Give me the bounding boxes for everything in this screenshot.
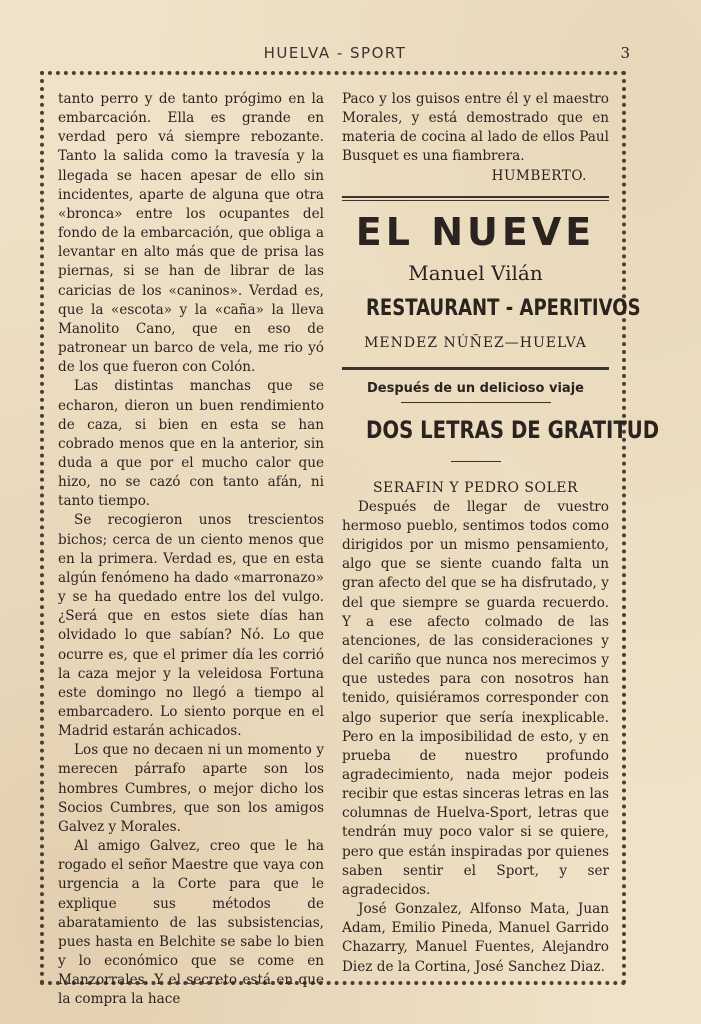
article-headline: DOS LETRAS DE GRATITUD (366, 415, 660, 444)
divider (451, 461, 501, 462)
paragraph: tanto perro y de tanto prógimo en la embarcación. Ella es grande en verdad pero vá siempre rebozante. Tanto la salida como la travesía y la llegada se hacen apesar de ello sin incidentes, aparte de alguna que otra «bronca» entre los ocupantes del fondo de la embarcación, que obliga a levantar en alto más que de prisa las piernas, si se han de librar de las caricias de los «caninos». Verdad es, que la «escota» y la «caña» la lleva Manolito Cano, que en eso de patronear un barco de vela, me rio yó de los que fueron con Colón. (58, 91, 324, 376)
page-header (40, 44, 630, 66)
advertisement (342, 209, 641, 353)
magazine-title: HUELVA - SPORT (263, 44, 407, 62)
author-signature: HUMBERTO. (491, 167, 587, 184)
ad-business-type: RESTAURANT - APERITIVOS (366, 295, 641, 321)
ad-restaurant-name: EL NUEVE (355, 209, 596, 254)
paragraph: Las distintas manchas que se echaron, dieron un buen rendimiento de caza, si bien en esta se han cobrado menos que en la anterior, sin duda a que por el mucho calor que hizo, no se cazó con tanto afán, ni tanto tiempo. (58, 378, 324, 510)
ad-owner-name: Manuel Vilán (408, 260, 543, 285)
page-number: 3 (620, 44, 630, 62)
divider (342, 367, 609, 370)
ad-address: MENDEZ NÚÑEZ—HUELVA (364, 334, 587, 351)
article-body: Después de llegar de vuestro hermoso pueblo, sentimos todos como dirigidos por un mismo pensamiento, algo que se siente cuando falta un gran afecto del que se ha disfrutado, y del que siempre se guarda recuerdo. Y a ese afecto colmado de las atenciones, de las consideraciones y del cariño que nunca nos merecimos y que ustedes para con nosotros han tenido, quisiéramos corresponder con algo superior que sería inexplicable. Pero en la imposibilidad de esto, y en prueba de nuestro profundo agradecimiento, nada mejor podeis recibir que estas sinceras letras en las columnas de Huelva-Sport, letras que tendrán muy poco valor si se quiere, pero que están inspiradas por quienes saben sentir el Sport, y ser agradecidos. (342, 498, 609, 898)
article-signatories: José Gonzalez, Alfonso Mata, Juan Adam, Emilio Pineda, Manuel Garrido Chazarry, Manuel Fuentes, Alejandro Diez de la Cortina, José Sanchez Diaz. (342, 901, 609, 975)
paragraph: Los que no decaen ni un momento y merecen párrafo aparte son los hombres Cumbres, o mejor dicho los Socios Cumbres, que son los amigos Galvez y Morales. (58, 742, 324, 835)
paragraph: Al amigo Galvez, creo que le ha rogado el señor Maestre que vaya con urgencia a la Corte para que le explique sus métodos de abaratamiento de las subsistencias, pues hasta en Belchite se sabe lo bien y lo económico que se come en Manzorrales. Y el secreto está en que la compra la hace (58, 838, 324, 1008)
left-column (58, 90, 324, 1010)
right-column (342, 90, 660, 977)
paragraph: Se recogieron unos trescientos bichos; cerca de un ciento menos que en la primera. Verdad es, que en esta algún fenómeno ha dado «marronazo» y se ha quedado entre los del vulgo. ¿Será que en estos siete días han olvidado lo que sabían? Nó. Lo que ocurre es, que el primer día les corrió la caza mejor y la veleidosa Fortuna este domingo no llegó a tiempo al embarcadero. Lo siento porque en el Madrid estarán achicados. (58, 512, 324, 740)
paragraph: Paco y los guisos entre él y el maestro Morales, y está demostrado que en materia de cocina al lado de ellos Paul Busquet es una fiambrera. (342, 91, 609, 165)
divider (401, 402, 551, 403)
article-recipients: SERAFIN Y PEDRO SOLER (372, 479, 579, 496)
article-subheading: Después de un delicioso viaje (367, 380, 584, 396)
divider (342, 196, 609, 201)
